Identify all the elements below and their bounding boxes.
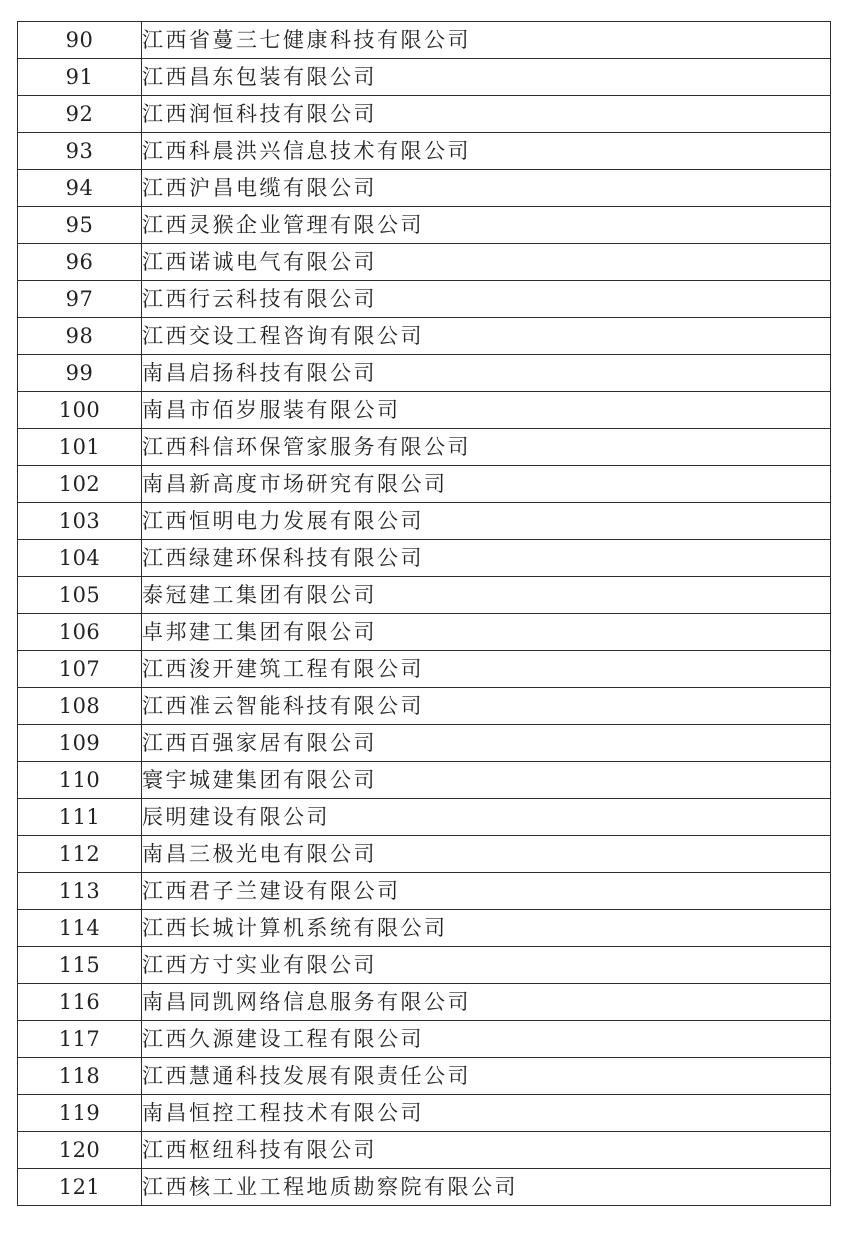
- company-name: 南昌恒控工程技术有限公司: [142, 1095, 831, 1132]
- company-name: 江西方寸实业有限公司: [142, 947, 831, 984]
- company-name: 江西准云智能科技有限公司: [142, 688, 831, 725]
- table-row: [18, 1132, 831, 1169]
- row-number: 98: [18, 318, 142, 355]
- company-name: 江西绿建环保科技有限公司: [142, 540, 831, 577]
- row-number: 109: [18, 725, 142, 762]
- table-row: [18, 614, 831, 651]
- row-number: 90: [18, 22, 142, 59]
- table-row: [18, 244, 831, 281]
- row-number: 115: [18, 947, 142, 984]
- row-number: 97: [18, 281, 142, 318]
- table-row: [18, 540, 831, 577]
- table-row: [18, 1058, 831, 1095]
- company-name: 江西慧通科技发展有限责任公司: [142, 1058, 831, 1095]
- row-number: 120: [18, 1132, 142, 1169]
- row-number: 119: [18, 1095, 142, 1132]
- row-number: 91: [18, 59, 142, 96]
- row-number: 92: [18, 96, 142, 133]
- company-name: 江西君子兰建设有限公司: [142, 873, 831, 910]
- row-number: 111: [18, 799, 142, 836]
- row-number: 116: [18, 984, 142, 1021]
- company-name: 江西诺诚电气有限公司: [142, 244, 831, 281]
- table-row: [18, 1021, 831, 1058]
- table-row: [18, 503, 831, 540]
- row-number: 118: [18, 1058, 142, 1095]
- row-number: 106: [18, 614, 142, 651]
- company-list-body: [18, 22, 831, 1206]
- row-number: 93: [18, 133, 142, 170]
- company-name: 江西灵猴企业管理有限公司: [142, 207, 831, 244]
- table-row: [18, 1169, 831, 1206]
- company-name: 江西核工业工程地质勘察院有限公司: [142, 1169, 831, 1206]
- company-name: 江西枢纽科技有限公司: [142, 1132, 831, 1169]
- row-number: 121: [18, 1169, 142, 1206]
- table-row: [18, 873, 831, 910]
- table-row: [18, 1095, 831, 1132]
- row-number: 99: [18, 355, 142, 392]
- table-row: [18, 688, 831, 725]
- table-row: [18, 429, 831, 466]
- company-name: 南昌启扬科技有限公司: [142, 355, 831, 392]
- table-row: [18, 799, 831, 836]
- company-name: 寰宇城建集团有限公司: [142, 762, 831, 799]
- table-row: [18, 651, 831, 688]
- table-row: [18, 725, 831, 762]
- company-name: 江西沪昌电缆有限公司: [142, 170, 831, 207]
- row-number: 102: [18, 466, 142, 503]
- table-row: [18, 762, 831, 799]
- table-row: [18, 355, 831, 392]
- company-name: 江西久源建设工程有限公司: [142, 1021, 831, 1058]
- row-number: 110: [18, 762, 142, 799]
- row-number: 112: [18, 836, 142, 873]
- table-row: [18, 133, 831, 170]
- company-name: 南昌三极光电有限公司: [142, 836, 831, 873]
- company-name: 江西交设工程咨询有限公司: [142, 318, 831, 355]
- row-number: 100: [18, 392, 142, 429]
- row-number: 114: [18, 910, 142, 947]
- company-name: 江西浚开建筑工程有限公司: [142, 651, 831, 688]
- company-name: 江西长城计算机系统有限公司: [142, 910, 831, 947]
- company-list-table: [17, 21, 831, 1206]
- company-name: 江西百强家居有限公司: [142, 725, 831, 762]
- company-name: 江西行云科技有限公司: [142, 281, 831, 318]
- row-number: 107: [18, 651, 142, 688]
- company-name: 辰明建设有限公司: [142, 799, 831, 836]
- company-name: 泰冠建工集团有限公司: [142, 577, 831, 614]
- company-name: 江西恒明电力发展有限公司: [142, 503, 831, 540]
- row-number: 103: [18, 503, 142, 540]
- table-row: [18, 318, 831, 355]
- table-row: [18, 207, 831, 244]
- row-number: 108: [18, 688, 142, 725]
- company-name: 江西昌东包装有限公司: [142, 59, 831, 96]
- table-row: [18, 59, 831, 96]
- table-row: [18, 910, 831, 947]
- table-row: [18, 170, 831, 207]
- company-name: 南昌市佰岁服装有限公司: [142, 392, 831, 429]
- company-name: 江西科信环保管家服务有限公司: [142, 429, 831, 466]
- table-row: [18, 392, 831, 429]
- company-name: 南昌同凯网络信息服务有限公司: [142, 984, 831, 1021]
- row-number: 105: [18, 577, 142, 614]
- table-row: [18, 96, 831, 133]
- row-number: 95: [18, 207, 142, 244]
- table-row: [18, 466, 831, 503]
- row-number: 104: [18, 540, 142, 577]
- row-number: 117: [18, 1021, 142, 1058]
- table-row: [18, 984, 831, 1021]
- table-row: [18, 577, 831, 614]
- table-row: [18, 22, 831, 59]
- company-name: 江西科晨洪兴信息技术有限公司: [142, 133, 831, 170]
- company-name: 南昌新高度市场研究有限公司: [142, 466, 831, 503]
- row-number: 96: [18, 244, 142, 281]
- company-name: 江西省蔓三七健康科技有限公司: [142, 22, 831, 59]
- table-row: [18, 947, 831, 984]
- table-row: [18, 281, 831, 318]
- company-name: 卓邦建工集团有限公司: [142, 614, 831, 651]
- row-number: 94: [18, 170, 142, 207]
- row-number: 101: [18, 429, 142, 466]
- row-number: 113: [18, 873, 142, 910]
- company-name: 江西润恒科技有限公司: [142, 96, 831, 133]
- table-row: [18, 836, 831, 873]
